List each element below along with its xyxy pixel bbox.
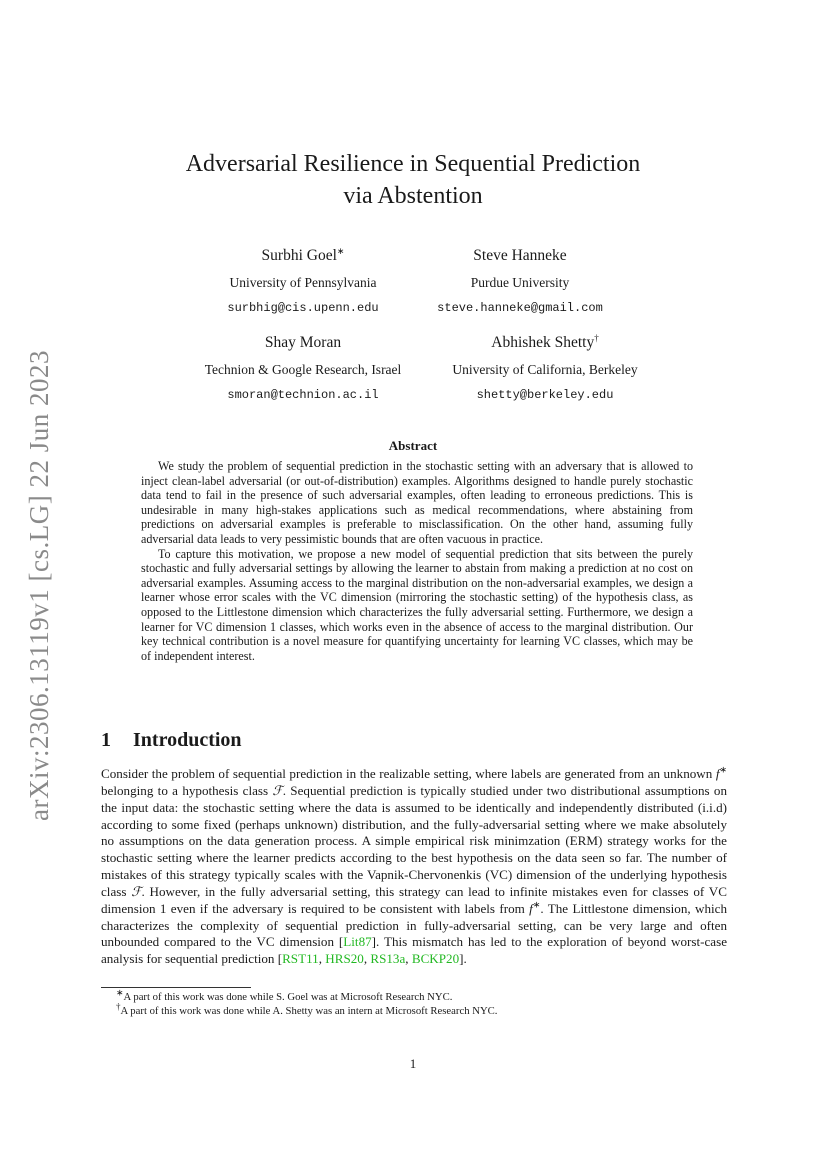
footnotes [101,987,727,1018]
footnote-text: A part of this work was done while S. Goel was at Microsoft Research NYC. [123,991,453,1003]
author-email: shetty@berkeley.edu [476,388,614,402]
footnote-mark: ∗ [116,987,124,998]
citation-link[interactable]: RS13a [370,951,406,967]
math-star: ∗ [532,899,541,910]
body-paragraph: Consider the problem of sequential prediction in the realizable setting, where labels are generated from an unknown f∗ belonging to a hypothesis class ℱ. Sequential prediction is typically studied under two distributional assumptions on the input data: the stochastic setting where the data is assumed to be identically and independently distributed (i.i.d) according to some fixed (perhaps unknown) distribution, and the fully-adversarial setting where we make absolutely no assumptions on the data generation process. A simple empirical risk minimzation (ERM) strategy works for the stochastic setting where the learner predicts according to the best hypothesis on the data seen so far. The number of mistakes of this strategy typically scales with the Vapnik-Chervonenkis (VC) dimension of the underlying hypothesis class ℱ. However, in the fully adversarial setting, this strategy can lead to infinite mistakes even for classes of VC dimension 1 even if the adversary is required to be consistent with labels from f∗. The Littlestone dimension, which characterizes the complexity of sequential prediction in fully-adversarial setting, can be very large and often unbounded compared to the VC dimension [Lit87]. This mismatch has led to the exploration of beyond worst-case analysis for sequential prediction [RST11, HRS20, RS13a, BCKP20]. [101,764,728,967]
math-class-f: ℱ [131,883,142,899]
citation-link[interactable]: BCKP20 [411,951,460,967]
arxiv-identifier-stamp [4,345,74,825]
author-affiliation: Technion & Google Research, Israel [204,362,402,377]
page-number: 1 [409,1056,417,1071]
math-f: f [529,900,533,916]
paper-title-line-1: Adversarial Resilience in Sequential Prediction [185,151,641,177]
math-star: ∗ [719,764,727,775]
abstract-heading: Abstract [388,438,438,453]
author-name: Steve Hanneke [473,247,567,264]
author-email: surbhig@cis.upenn.edu [227,301,379,315]
author-affiliation: University of Pennsylvania [229,275,377,290]
footnote-mark: † [116,1001,121,1012]
citation-link[interactable]: HRS20 [325,951,364,967]
math-class-f: ℱ [272,782,283,798]
citation-link[interactable]: Lit87 [343,934,372,950]
paper-title-line-2: via Abstention [343,183,483,209]
abstract-paragraph: We study the problem of sequential prediction in the stochastic setting with an adversary that is allowed to inject clean-label adversarial (or out-of-distribution) examples. Algorithms designed to handle purely stochastic data tend to fail in the presence of such adversarial examples, often leading to erroneous predictions. This is undesirable in many high-stakes applications such as medical recommendations, where abstaining from predictions on adversarial examples is preferable to misclassification. On the other hand, assuming fully adversarial data leads to very pessimistic bounds that are often vacuous in practice. [141,459,693,546]
abstract [141,459,693,663]
paper-title [120,148,706,212]
author-block-shetty [436,333,654,405]
section-title: Introduction [133,729,242,751]
arxiv-identifier-text: arXiv:2306.13119v1 [cs.LG] 22 Jun 2023 [23,349,54,821]
section-heading [101,729,242,752]
author-block-moran [170,333,436,405]
author-name: Shay Moran [264,334,342,351]
author-affiliation: Purdue University [470,275,570,290]
author-email: smoran@technion.ac.il [227,388,379,402]
footnote-mark: ∗ [336,245,345,256]
introduction-body [101,766,727,968]
footnote [101,1001,727,1018]
footnote [101,987,727,1004]
footnote-mark: † [594,332,599,343]
author-affiliation: University of California, Berkeley [452,362,638,377]
citation-link[interactable]: RST11 [282,951,319,967]
math-f: f [715,766,720,781]
author-block-hanneke [420,246,620,318]
author-name: Abhishek Shetty [491,334,595,351]
footnote-text: A part of this work was done while A. Shetty was an intern at Microsoft Research NYC. [120,1005,498,1017]
author-block-goel [203,246,403,318]
section-number: 1 [101,729,111,751]
abstract-paragraph: To capture this motivation, we propose a new model of sequential prediction that sits between the purely stochastic and fully adversarial settings by allowing the learner to abstain from making a prediction at no cost on adversarial examples. Assuming access to the marginal distribution on the non-adversarial examples, we design a learner whose error scales with the VC dimension (mirroring the stochastic setting) of the hypothesis class, as opposed to the Littlestone dimension which characterizes the fully adversarial setting. Furthermore, we design a learner for VC dimension 1 classes, which works even in the absence of access to the marginal distribution. Our key technical contribution is a novel measure for quantifying uncertainty for learning VC classes, which may be of independent interest. [141,546,693,663]
author-email: steve.hanneke@gmail.com [437,301,603,315]
author-name: Surbhi Goel [261,247,337,264]
